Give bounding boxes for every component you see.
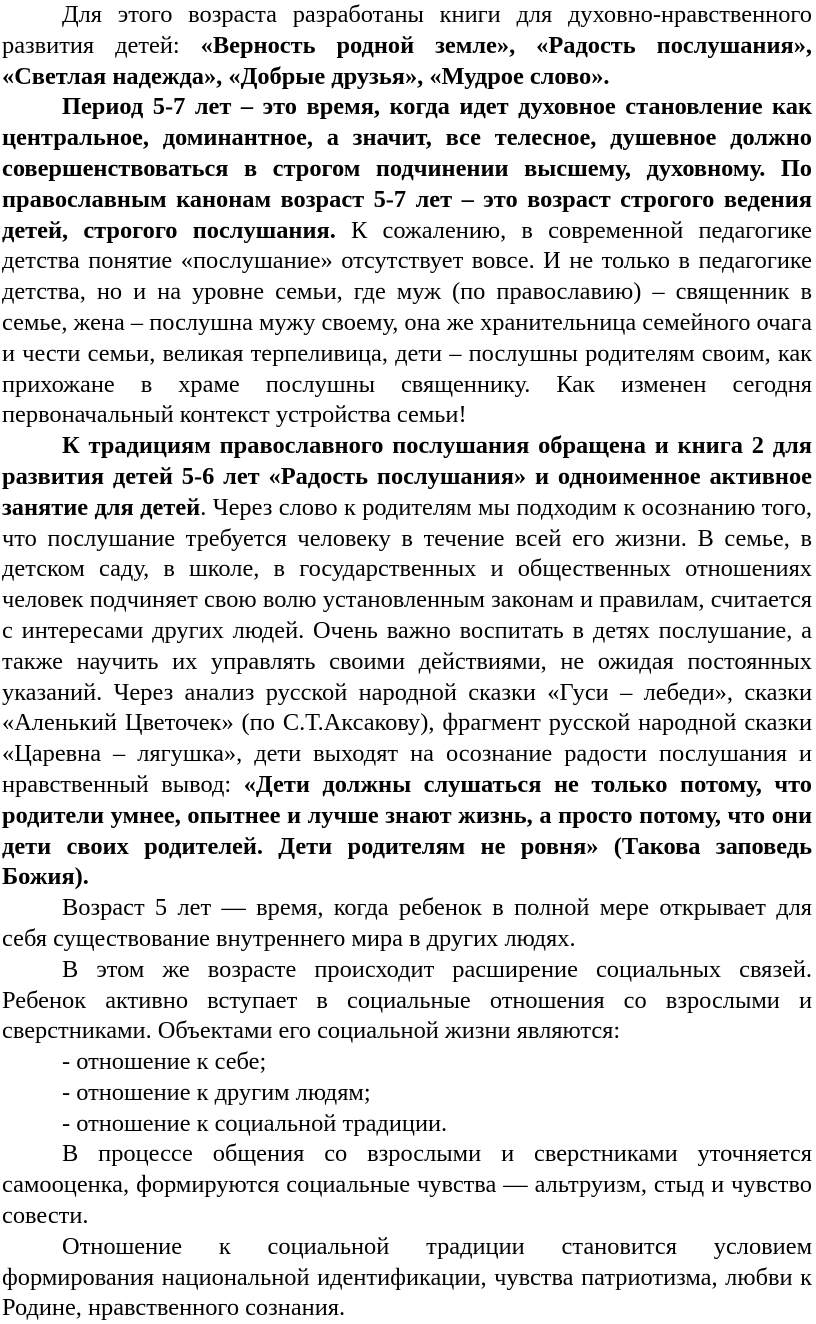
- text-run: К сожалению, в современной педагогике детства понятие «послушание» отсутствует вовсе. И не только в педагогике детства, но и на уровне семьи, где муж (по православию) – священник в семье, жена – послушна мужу своему, она же хранительница семейного очага и чести семьи, великая терпеливица, дети – послушны родителям своим, как прихожане в храме послушны священнику. Как изменен сегодня первоначальный контекст устройства семьи!: [2, 216, 812, 429]
- list-item-tradition: [2, 1109, 812, 1140]
- text-run: В процессе общения со взрослыми и сверстниками уточняется самооценка, формируются социальные чувства — альтруизм, стыд и чувство совести.: [2, 1140, 812, 1230]
- text-run: Возраст 5 лет — время, когда ребенок в полной мере открывает для себя существование внутреннего мира в других людях.: [2, 894, 812, 952]
- text-run: - отношение к себе;: [62, 1048, 267, 1076]
- paragraph-books-list: [2, 0, 812, 92]
- paragraph-book-2: [2, 431, 812, 893]
- list-item-self: [2, 1047, 812, 1078]
- list-item-others: [2, 1078, 812, 1109]
- text-run: В этом же возрасте происходит расширение социальных связей. Ребенок активно вступает в социальные отношения со взрослыми и сверстниками. Объектами его социальной жизни являются:: [2, 955, 812, 1045]
- paragraph-tradition: [2, 1232, 812, 1324]
- text-run: Отношение к социальной традиции становится условием формирования национальной идентификации, чувства патриотизма, любви к Родине, нравственного сознания.: [2, 1232, 812, 1322]
- paragraph-social-ties: [2, 955, 812, 1047]
- text-run: - отношение к социальной традиции.: [62, 1109, 448, 1137]
- bold-text-run: «Верность родной земле», «Радость послушания», «Светлая надежда», «Добрые друзья», «Мудрое слово».: [2, 31, 812, 90]
- bold-text-run: К традициям православного послушания обращена и книга 2 для развития детей 5-6 лет «Радость послушания» и одноименное активное занятие для детей: [2, 432, 812, 521]
- text-run: Для этого возраста разработаны книги для духовно-нравственного развития детей:: [2, 1, 812, 59]
- paragraph-self-esteem: [2, 1139, 812, 1231]
- text-run: - отношение к другим людям;: [62, 1078, 371, 1106]
- text-run: . Через слово к родителям мы подходим к осознанию того, что послушание требуется человеку в течение всей его жизни. В семье, в детском саду, в школе, в государственных и общественных отношениях человек подчиняет свою волю установленным законам и правилам, считается с интересами других людей. Очень важно воспитать в детях послушание, а также научить их управлять своими действиями, не ожидая постоянных указаний. Через анализ русской народной сказки «Гуси – лебеди», сказки «Аленький Цветочек» (по С.Т.Аксакову), фрагмент русской народной сказки «Царевна – лягушка», дети выходят на осознание радости послушания и нравственный вывод:: [2, 493, 812, 798]
- paragraph-period-5-7: [2, 92, 812, 431]
- paragraph-age-5: [2, 893, 812, 955]
- bold-text-run: Период 5-7 лет – это время, когда идет духовное становление как центральное, доминантное, а значит, все телесное, душевное должно совершенствоваться в строгом подчинении высшему, духовному. По православным канонам возраст 5-7 лет – это возраст строгого ведения детей, строгого послушания.: [2, 93, 812, 244]
- bold-text-run: «Дети должны слушаться не только потому, что родители умнее, опытнее и лучше знают жизнь, а просто потому, что они дети своих родителей. Дети родителям не ровня» (Такова заповедь Божия).: [2, 770, 812, 891]
